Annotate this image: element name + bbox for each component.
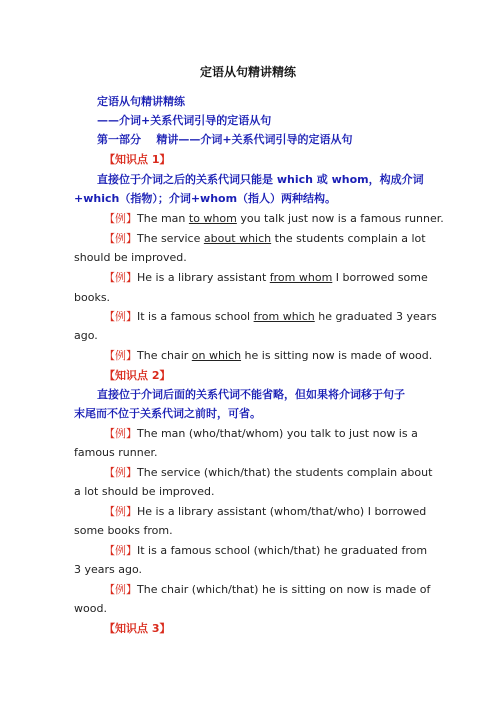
- example-tag: 【例】: [104, 310, 137, 323]
- example-tag: 【例】: [104, 232, 137, 245]
- prep-relative: from which: [253, 310, 315, 323]
- example-1-3-cont: books.: [74, 291, 111, 304]
- example-2-2-cont: a lot should be improved.: [74, 485, 215, 498]
- rule-1-line-1: 直接位于介词之后的关系代词只能是 which 或 whom，构成介词: [97, 173, 424, 186]
- rule-1-line-2: +which（指物）；介词+whom（指人）两种结构。: [74, 192, 337, 205]
- example-2-5-cont: wood.: [74, 602, 107, 615]
- example-2-1: 【例】The man (who/that/whom) you talk to just now is a: [104, 427, 418, 440]
- example-1-5: 【例】The chair on which he is sitting now is made of wood.: [104, 349, 433, 362]
- part-title: 精讲——介词+关系代词引导的定语从句: [156, 133, 353, 146]
- example-2-4: 【例】It is a famous school (which/that) he graduated from: [104, 544, 428, 557]
- rule-2-line-2: 末尾而不位于关系代词之前时，可省。: [74, 407, 261, 420]
- example-2-5: 【例】The chair (which/that) he is sitting on now is made of: [104, 583, 431, 596]
- example-1-4-cont: ago.: [74, 329, 98, 342]
- example-1-4: 【例】It is a famous school from which he graduated 3 years: [104, 310, 437, 323]
- example-2-3: 【例】He is a library assistant (whom/that/who) I borrowed: [104, 505, 427, 518]
- prep-relative: to whom: [188, 212, 237, 225]
- part-label: 第一部分: [97, 133, 141, 146]
- example-1-2-cont: should be improved.: [74, 251, 187, 264]
- knowledge-point-1: 【知识点 1】: [104, 153, 171, 166]
- prep-relative: about which: [203, 232, 272, 245]
- example-2-2: 【例】The service (which/that) the students complain about: [104, 466, 433, 479]
- page-title: 定语从句精讲精练: [199, 65, 296, 79]
- example-tag: 【例】: [104, 466, 137, 479]
- example-1-1: 【例】The man to whom you talk just now is a famous runner.: [104, 212, 444, 225]
- example-2-4-cont: 3 years ago.: [74, 563, 143, 576]
- rule-2-line-1: 直接位于介词后面的关系代词不能省略，但如果将介词移于句子: [97, 388, 405, 401]
- example-2-3-cont: some books from.: [74, 524, 173, 537]
- prep-relative: on which: [191, 349, 242, 362]
- knowledge-point-3: 【知识点 3】: [104, 622, 171, 635]
- example-tag: 【例】: [104, 427, 137, 440]
- part-heading: [0, 130, 496, 149]
- subtitle-line-2: ——介词+关系代词引导的定语从句: [97, 114, 272, 127]
- example-tag: 【例】: [104, 212, 137, 225]
- example-tag: 【例】: [104, 505, 137, 518]
- example-tag: 【例】: [104, 349, 137, 362]
- example-tag: 【例】: [104, 271, 137, 284]
- prep-relative: from whom: [269, 271, 333, 284]
- knowledge-point-2: 【知识点 2】: [104, 369, 171, 382]
- example-tag: 【例】: [104, 583, 137, 596]
- example-1-3: 【例】He is a library assistant from whom I borrowed some: [104, 271, 428, 284]
- example-2-1-cont: famous runner.: [74, 446, 158, 459]
- example-tag: 【例】: [104, 544, 137, 557]
- example-1-2: 【例】The service about which the students complain a lot: [104, 232, 426, 245]
- subtitle-line: 定语从句精讲精练: [97, 95, 185, 108]
